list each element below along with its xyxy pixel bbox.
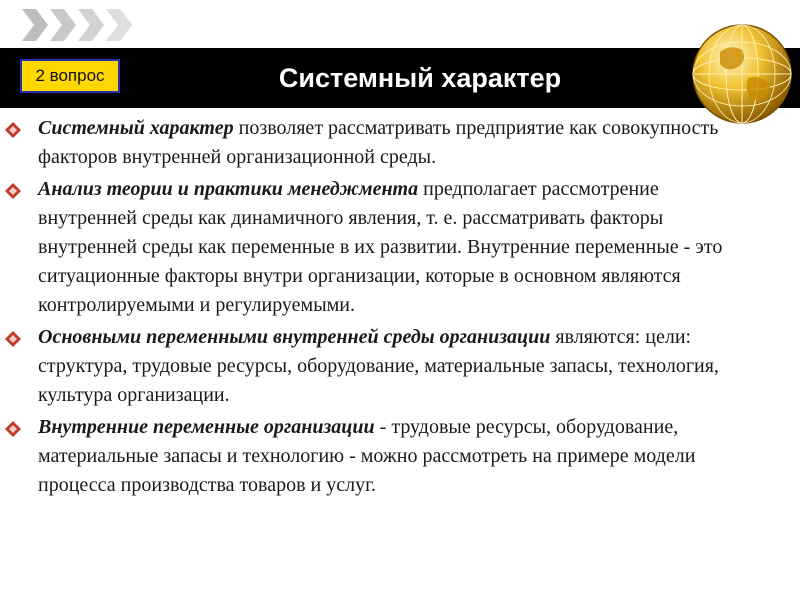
slide-title: Системный характер bbox=[278, 62, 562, 93]
bullet-text: - трудовые ресурсы, оборудование, материальные запасы и технологию - можно рассмотреть на примере модели процесса производства товаров и услуг. bbox=[38, 416, 696, 496]
bullet-emphasis: Основными переменными внутренней среды организации bbox=[38, 326, 551, 348]
diamond-bullet-icon bbox=[5, 122, 21, 138]
bullet-item bbox=[0, 413, 800, 500]
bullet-emphasis: Системный характер bbox=[38, 117, 234, 139]
bullet-text: предполагает рассмотрение внутренней среды как динамичного явления, т. е. рассматривать факторы внутренней среды как переменные в их развитии. Внутренние переменные - это ситуационные факторы внутри организации, которые в основном являются контролируемыми и регулируемыми. bbox=[38, 178, 723, 316]
bullet-item bbox=[0, 323, 800, 410]
bullet-emphasis: Анализ теории и практики менеджмента bbox=[38, 178, 419, 200]
diamond-bullet-icon bbox=[5, 421, 21, 437]
diamond-bullet-icon bbox=[5, 331, 21, 347]
chevron-icon bbox=[50, 9, 76, 41]
globe-icon bbox=[690, 22, 794, 126]
question-badge: 2 вопрос bbox=[20, 59, 120, 93]
chevron-arrows-decoration bbox=[22, 9, 134, 41]
bullet-list bbox=[0, 114, 800, 503]
chevron-icon bbox=[106, 9, 132, 41]
bullet-text: являются: цели: структура, трудовые ресурсы, оборудование, материальные запасы, технология, культура организации. bbox=[38, 326, 719, 406]
bullet-item bbox=[0, 114, 800, 172]
bullet-item bbox=[0, 175, 800, 320]
chevron-icon bbox=[78, 9, 104, 41]
chevron-icon bbox=[22, 9, 48, 41]
diamond-bullet-icon bbox=[5, 183, 21, 199]
bullet-text: позволяет рассматривать предприятие как совокупность факторов внутренней организационной среды. bbox=[38, 117, 719, 168]
bullet-emphasis: Внутренние переменные организации bbox=[38, 416, 375, 438]
